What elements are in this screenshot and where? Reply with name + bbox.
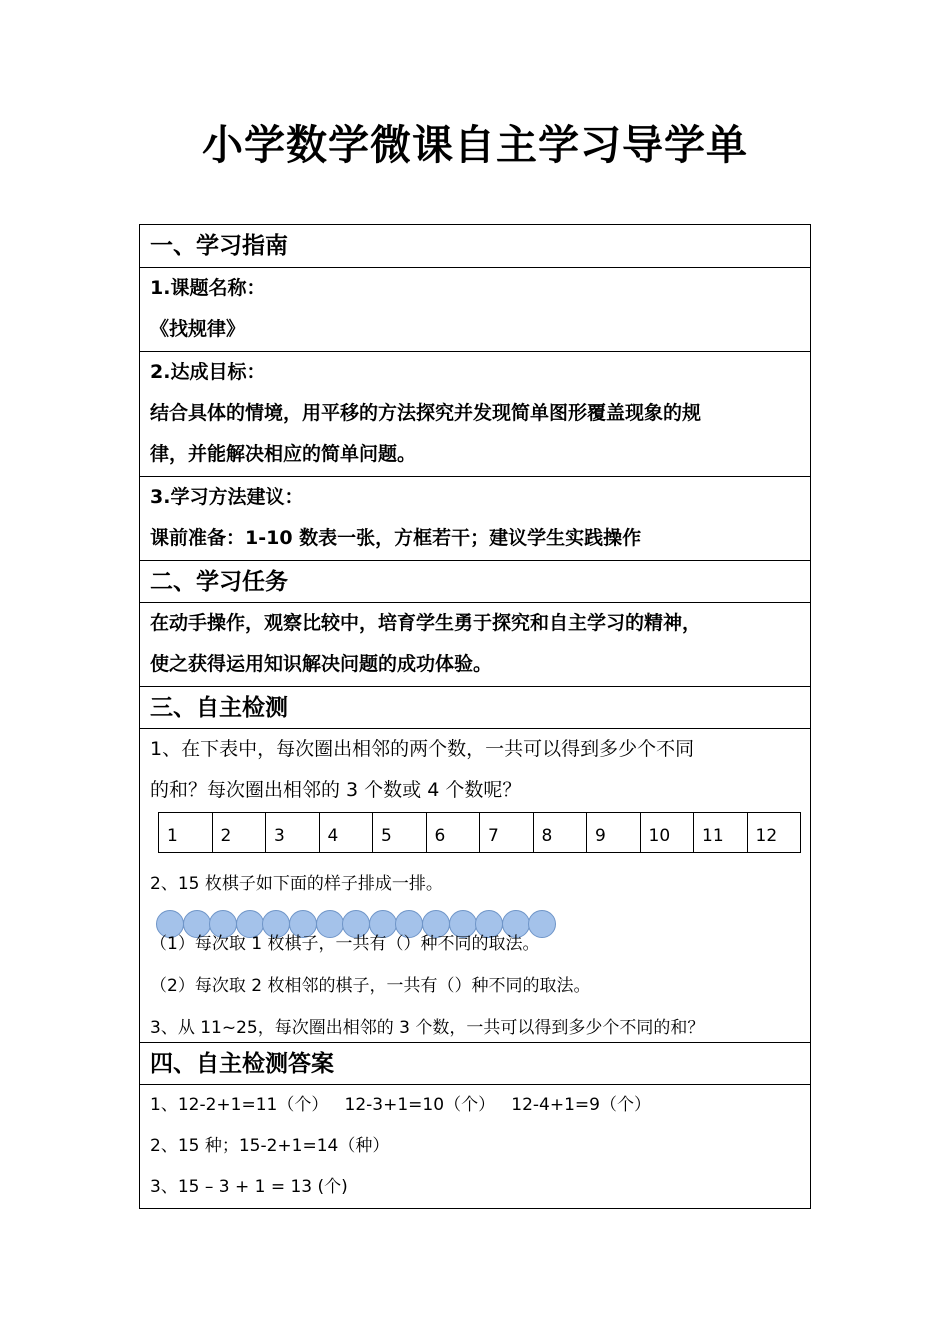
method-text: 课前准备：1-10 数表一张，方框若干；建议学生实践操作 <box>150 527 642 549</box>
number-cell: 6 <box>426 813 480 853</box>
number-cell: 3 <box>266 813 320 853</box>
answer-1: 1、12-2+1=11（个） 12-3+1=10（个） 12-4+1=9（个） <box>150 1095 651 1115</box>
self-check-row <box>140 728 810 1042</box>
topic-value: 《找规律》 <box>150 318 246 340</box>
section-4-heading: 四、自主检测答案 <box>140 1042 810 1084</box>
task-row <box>140 602 810 686</box>
goal-row <box>140 351 810 476</box>
question-2-part-1: （1）每次取 1 枚棋子，一共有（）种不同的取法。 <box>150 934 540 954</box>
goal-text-line-1: 结合具体的情境，用平移的方法探究并发现简单图形覆盖现象的规 <box>150 402 702 424</box>
number-cell: 8 <box>533 813 587 853</box>
number-cell: 4 <box>319 813 373 853</box>
topic-label: 1.课题名称： <box>150 277 266 299</box>
page-title: 小学数学微课自主学习导学单 <box>202 121 748 169</box>
question-2-part-2: （2）每次取 2 枚相邻的棋子，一共有（）种不同的取法。 <box>150 976 591 996</box>
topic-row <box>140 267 810 351</box>
number-cell: 5 <box>373 813 427 853</box>
question-3: 3、从 11~25，每次圈出相邻的 3 个数，一共可以得到多少个不同的和？ <box>150 1018 705 1038</box>
method-label: 3.学习方法建议： <box>150 486 304 508</box>
number-cell: 9 <box>587 813 641 853</box>
goal-label: 2.达成目标： <box>150 361 266 383</box>
task-text-line-2: 使之获得运用知识解决问题的成功体验。 <box>150 653 493 675</box>
section-2-heading: 二、学习任务 <box>140 560 810 602</box>
question-1-line-2: 的和？每次圈出相邻的 3 个数或 4 个数呢？ <box>150 779 522 801</box>
answers-row <box>140 1084 810 1210</box>
answer-2: 2、15 种；15-2+1=14（种） <box>150 1136 390 1156</box>
worksheet-table <box>139 224 811 1209</box>
number-cell: 1 <box>159 813 213 853</box>
number-cell: 2 <box>212 813 266 853</box>
question-1-line-1: 1、在下表中，每次圈出相邻的两个数，一共可以得到多少个不同 <box>150 738 695 760</box>
task-text-line-1: 在动手操作，观察比较中，培育学生勇于探究和自主学习的精神， <box>150 612 702 634</box>
section-1-heading: 一、学习指南 <box>150 233 288 259</box>
number-cell: 10 <box>640 813 694 853</box>
goal-text-line-2: 律，并能解决相应的简单问题。 <box>150 443 417 465</box>
section-3-heading: 三、自主检测 <box>140 686 810 728</box>
method-row <box>140 476 810 560</box>
number-cell: 7 <box>480 813 534 853</box>
number-cell: 12 <box>747 813 801 853</box>
number-cell: 11 <box>694 813 748 853</box>
answer-3: 3、15 – 3 + 1 = 13 (个) <box>150 1177 348 1197</box>
number-table <box>158 812 801 853</box>
question-2: 2、15 枚棋子如下面的样子排成一排。 <box>150 874 443 894</box>
